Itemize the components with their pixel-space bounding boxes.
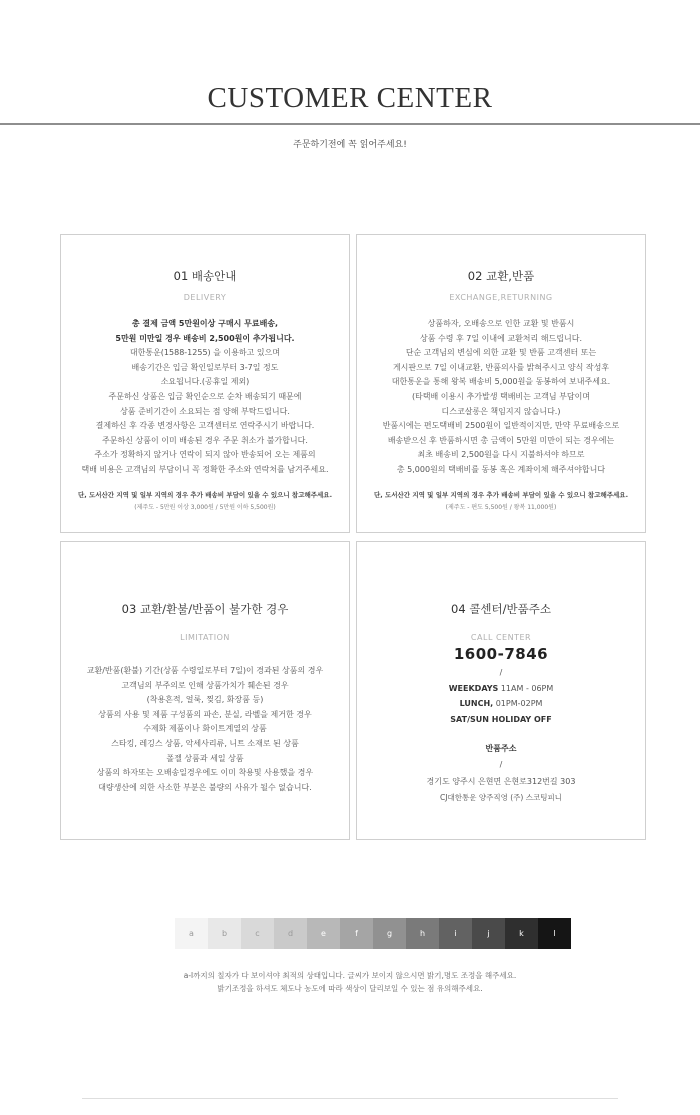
swatch-j: j	[472, 918, 505, 949]
slash-separator: /	[499, 668, 503, 677]
info-line: 대량생산에 의한 사소한 부분은 불량의 사유가 될수 없습니다.	[98, 782, 312, 792]
page-title: CUSTOMER CENTER	[207, 82, 493, 114]
info-line: 대한통운을 통해 왕복 배송비 5,000원을 동봉하여 보내주세요.	[391, 377, 611, 387]
exchange-info-box	[356, 234, 646, 533]
swatch-l: l	[538, 918, 571, 949]
limitation-info-box	[60, 541, 350, 840]
callcenter-title: 04 콜센터/반품주소	[451, 602, 551, 616]
info-line: 소요됩니다.(공휴일 제외)	[160, 377, 250, 387]
info-line: 수제화 제품이나 화이트계열의 상품	[143, 724, 267, 734]
limitation-title: 03 교환/환불/반품이 불가한 경우	[121, 602, 289, 616]
holiday-notice: SAT/SUN HOLIDAY OFF	[450, 714, 552, 724]
exchange-body	[357, 317, 645, 478]
delivery-info-box	[60, 234, 350, 533]
swatch-c: c	[241, 918, 274, 949]
weekday-hours	[357, 681, 645, 697]
limitation-subtitle: LIMITATION	[180, 633, 230, 642]
info-line: 배송기간은 입금 확인일로부터 3-7일 정도	[131, 362, 279, 372]
info-line: 상품 준비기간이 소요되는 점 양해 부탁드립니다.	[120, 406, 290, 416]
info-line: 상품 수령 후 7일 이내에 교환처리 해드립니다.	[420, 333, 582, 343]
limitation-body	[61, 664, 349, 795]
weekday-label: WEEKDAYS	[448, 683, 499, 693]
info-line: 상품의 하자또는 오배송일경우에도 이미 착용및 사용했을 경우	[96, 768, 314, 778]
swatch-h: h	[406, 918, 439, 949]
info-line: 주소가 정확하지 않거나 연락이 되지 않아 반송되어 오는 제품의	[94, 450, 316, 460]
exchange-title: 02 교환,반품	[467, 269, 535, 283]
info-line: 총 결제 금액 5만원이상 구매시 무료배송,	[131, 319, 279, 328]
info-line: (착용흔적, 얼룩, 찢김, 화장품 등)	[146, 695, 264, 705]
info-line: 디스코살롱은 책임지지 않습니다.)	[441, 406, 561, 416]
bottom-divider	[82, 1098, 618, 1099]
weekday-time: 11AM - 06PM	[498, 683, 554, 693]
info-line: 주문하신 상품은 입금 확인순으로 순차 배송되기 때문에	[108, 391, 302, 401]
phone-number[interactable]: 1600-7846	[453, 645, 549, 663]
info-line: 택배 비용은 고객님의 부담이니 꼭 정확한 주소와 연락처를 남겨주세요.	[81, 464, 329, 474]
callcenter-info-box	[356, 541, 646, 840]
callcenter-subtitle: CALL CENTER	[470, 633, 532, 642]
swatch-d: d	[274, 918, 307, 949]
swatch-k: k	[505, 918, 538, 949]
info-line: 게시판으로 7일 이내교환, 반품의사를 밝혀주시고 양식 작성후	[392, 362, 610, 372]
info-line: 최초 배송비 2,500원을 다시 지불하셔야 하므로	[417, 450, 585, 460]
info-line: (타택배 이용시 추가발생 택배비는 고객님 부담이며	[411, 391, 591, 401]
exchange-note: 단, 도서산간 지역 및 일부 지역의 경우 추가 배송비 부담이 있을 수 있으니 참고해주세요.	[373, 490, 629, 499]
swatch-i: i	[439, 918, 472, 949]
swatch-a: a	[175, 918, 208, 949]
info-line: 폴젤 상품과 세일 상품	[166, 753, 244, 763]
info-line: 교환/반품(환불) 기간(상품 수령일로부터 7일)이 경과된 상품의 경우	[86, 666, 324, 675]
swatch-e: e	[307, 918, 340, 949]
delivery-note: 단, 도서산간 지역 및 일부 지역의 경우 추가 배송비 부담이 있을 수 있으니 참고해주세요.	[77, 490, 333, 499]
info-line: 총 5,000원의 택배비를 동봉 혹은 계좌이체 해주셔야합니다	[396, 464, 606, 474]
delivery-body	[61, 317, 349, 478]
return-address-title: 반품주소	[485, 744, 517, 753]
exchange-note-detail: (제주도 - 편도 5,500원 / 왕복 11,000원)	[445, 503, 557, 511]
return-address: 경기도 양주시 은현면 은현로312번길 303	[426, 777, 576, 786]
delivery-title: 01 배송안내	[173, 269, 237, 283]
delivery-note-detail: (제주도 - 5만원 이상 3,000원 / 5만원 이하 5,500원)	[134, 503, 276, 511]
lunch-time: 01PM-02PM	[493, 699, 543, 708]
info-line: 배송받으신 후 반품하시면 총 금액이 5만원 미만이 되는 경우에는	[387, 435, 615, 445]
swatch-caption-line2: 밝기조정을 하셔도 체도나 농도에 따라 색상이 달리보일 수 있는 점 유의해주세요.	[217, 984, 483, 993]
swatch-caption-line1: a-l까지의 칠자가 다 보이셔야 최적의 상태입니다. 글씨가 보이지 않으시면 밝기,명도 조정을 해주세요.	[183, 971, 517, 980]
info-line: 반품시에는 편도택배비 2500원이 일반적이지만, 만약 무료배송으로	[382, 421, 620, 431]
swatch-b: b	[208, 918, 241, 949]
title-divider	[0, 123, 700, 125]
info-line: 5만원 미만일 경우 배송비 2,500원이 추가됩니다.	[115, 333, 295, 343]
lunch-hours	[357, 696, 645, 712]
brightness-swatches	[175, 918, 571, 949]
page-subtitle: 주문하기전에 꼭 읽어주세요!	[293, 140, 407, 150]
info-line: 상품하자, 오배송으로 인한 교환 및 반품시	[427, 319, 575, 328]
swatch-f: f	[340, 918, 373, 949]
exchange-subtitle: EXCHANGE,RETURNING	[449, 293, 553, 302]
info-line: 결제하신 후 각종 변경사항은 고객센터로 연락주시기 바랍니다.	[95, 421, 315, 431]
info-line: 상품의 사용 및 제품 구성품의 파손, 분실, 라벨을 제거한 경우	[98, 709, 312, 719]
info-line: 주문하신 상품이 이미 배송된 경우 주문 취소가 불가합니다.	[102, 435, 308, 445]
lunch-label: LUNCH,	[459, 699, 494, 708]
info-line: 단순 고객님의 변심에 의한 교환 및 반품 고객센터 또는	[405, 348, 597, 358]
swatch-g: g	[373, 918, 406, 949]
info-line: 스타킹, 레깅스 상품, 악세사리류, 니트 소재로 된 상품	[111, 738, 299, 748]
delivery-subtitle: DELIVERY	[183, 293, 227, 302]
return-address-company: CJ대한통운 양주직영 (주) 스코팅피니	[440, 792, 562, 802]
slash-separator: /	[499, 759, 503, 769]
info-line: 고객님의 부주의로 인해 상품가치가 훼손된 경우	[121, 680, 289, 690]
info-line: 대한통운(1588-1255) 을 이용하고 있으며	[129, 348, 281, 358]
